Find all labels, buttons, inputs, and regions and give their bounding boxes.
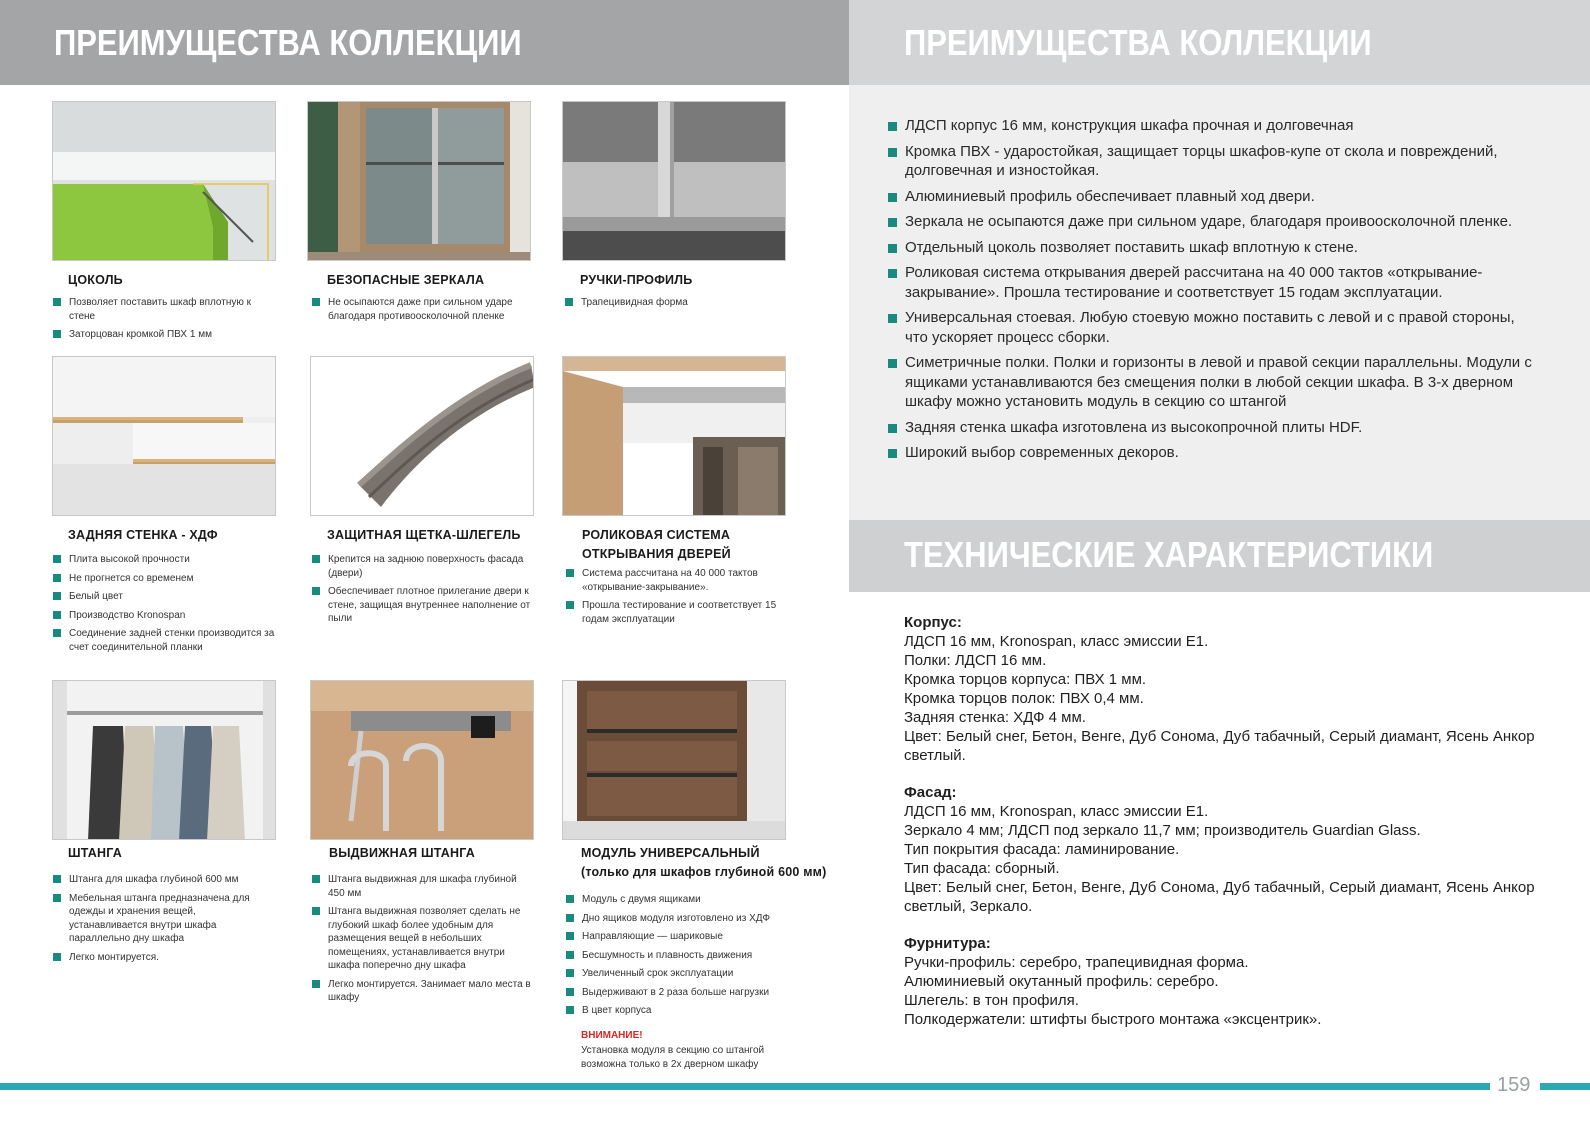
list-item: Штанга выдвижная для шкафа глубиной 450 мм: [312, 873, 532, 900]
handle-profile-photo: [562, 101, 786, 261]
roller-system-title-line-2: ОТКРЫВАНИЯ ДВЕРЕЙ: [582, 547, 731, 561]
list-item: Система рассчитана на 40 000 тактов «открывание-закрывание».: [566, 567, 791, 594]
advantage-item: Широкий выбор современных декоров.: [888, 443, 1538, 463]
rod-title: ШТАНГА: [68, 846, 122, 860]
advantage-item: Задняя стенка шкафа изготовлена из высокопрочной плиты HDF.: [888, 418, 1538, 438]
tech-body-group: [904, 613, 1544, 765]
list-item: Прошла тестирование и соответствует 15 годам эксплуатации: [566, 599, 791, 626]
tech-section-title: ТЕХНИЧЕСКИЕ ХАРАКТЕРИСТИКИ: [904, 534, 1434, 575]
safe-mirrors-features: [312, 296, 527, 328]
brush-seal-title: ЗАЩИТНАЯ ЩЕТКА-ШЛЕГЕЛЬ: [327, 528, 521, 542]
list-item: Дно ящиков модуля изготовлено из ХДФ: [566, 912, 806, 926]
list-item: Соединение задней стенки производится за счет соединительной планки: [53, 627, 278, 654]
roller-system-title: [582, 526, 731, 564]
pullout-rod-title: ВЫДВИЖНАЯ ШТАНГА: [329, 846, 475, 860]
tech-facade-group: [904, 783, 1544, 916]
tech-line: Задняя стенка: ХДФ 4 мм.: [904, 709, 1086, 726]
tech-line: ЛДСП 16 мм, Kronospan, класс эмиссии Е1.: [904, 803, 1209, 820]
back-panel-photo: [52, 356, 276, 516]
list-item: Производство Kronospan: [53, 609, 278, 623]
list-item: Мебельная штанга предназначена для одежды и хранения вещей, устанавливается внутри шкафа параллельно дну шкафа: [53, 892, 253, 946]
list-item: Легко монтируется.: [53, 951, 253, 965]
tech-line: Цвет: Белый снег, Бетон, Венге, Дуб Сонома, Дуб табачный, Серый диамант, Ясень Анкор светлый, Зеркало.: [904, 879, 1535, 915]
page-number: 159: [1497, 1074, 1531, 1096]
list-item: Белый цвет: [53, 590, 278, 604]
pullout-rod-features: [312, 873, 532, 1010]
right-section-title: ПРЕИМУЩЕСТВА КОЛЛЕКЦИИ: [904, 22, 1372, 63]
list-item: Штанга для шкафа глубиной 600 мм: [53, 873, 253, 887]
tech-line: Тип покрытия фасада: ламинирование.: [904, 841, 1180, 858]
tech-line: Цвет: Белый снег, Бетон, Венге, Дуб Сонома, Дуб табачный, Серый диамант, Ясень Анкор светлый.: [904, 728, 1535, 764]
tech-line: Кромка торцов корпуса: ПВХ 1 мм.: [904, 671, 1147, 688]
tech-line: Шлегель: в тон профиля.: [904, 992, 1079, 1009]
list-item: Выдерживают в 2 раза больше нагрузки: [566, 986, 806, 1000]
list-item: Трапецивидная форма: [565, 296, 775, 310]
list-item: Бесшумность и плавность движения: [566, 949, 806, 963]
list-item: Направляющие — шариковые: [566, 930, 806, 944]
advantage-item: Отдельный цоколь позволяет поставить шкаф вплотную к стене.: [888, 238, 1538, 258]
safe-mirrors-title: БЕЗОПАСНЫЕ ЗЕРКАЛА: [327, 273, 485, 287]
handle-profile-title: РУЧКИ-ПРОФИЛЬ: [580, 273, 693, 287]
brush-seal-features: [312, 553, 537, 631]
list-item: Заторцован кромкой ПВХ 1 мм: [53, 328, 263, 342]
list-item: Штанга выдвижная позволяет сделать не глубокий шкаф более удобным для размещения вещей в небольших помещениях, устанавливается внутри шкафа поперечно дну шкафа: [312, 905, 532, 973]
advantage-item: Зеркала не осыпаются даже при сильном ударе, благодаря проивоосколочной пленке.: [888, 212, 1538, 232]
advantage-item: Алюминиевый профиль обеспечивает плавный ход двери.: [888, 187, 1538, 207]
list-item: Позволяет поставить шкаф вплотную к стене: [53, 296, 263, 323]
tech-line: Зеркало 4 мм; ЛДСП под зеркало 11,7 мм; производитель Guardian Glass.: [904, 822, 1421, 839]
list-item: Увеличенный срок эксплуатации: [566, 967, 806, 981]
advantage-item: Симетричные полки. Полки и горизонты в левой и правой секции параллельны. Модули с ящиками устанавливаются без смещения полки в любой секции шкафа. В 3-х дверном шкафу можно установить модуль в секцию со штангой: [888, 353, 1538, 412]
safe-mirrors-photo: [307, 101, 531, 261]
advantage-item: ЛДСП корпус 16 мм, конструкция шкафа прочная и долговечная: [888, 116, 1538, 136]
handle-profile-features: [565, 296, 775, 315]
warning-text: Установка модуля в секцию со штангой возможна только в 2х дверном шкафу: [581, 1045, 765, 1070]
pullout-rod-photo: [310, 680, 534, 840]
rod-photo: [52, 680, 276, 840]
brush-seal-photo: [310, 356, 534, 516]
roller-system-features: [566, 567, 791, 631]
roller-system-title-line-1: РОЛИКОВАЯ СИСТЕМА: [582, 528, 731, 542]
footer-line: [0, 1083, 1590, 1090]
advantage-item: Кромка ПВХ - ударостойкая, защищает торцы шкафов-купе от скола и повреждений, долговечная и изностойкая.: [888, 142, 1538, 181]
tech-line: Тип фасада: сборный.: [904, 860, 1060, 877]
rod-features: [53, 873, 253, 969]
tech-hardware-label: Фурнитура:: [904, 935, 991, 952]
tech-line: Кромка торцов полок: ПВХ 0,4 мм.: [904, 690, 1144, 707]
tech-hardware-group: [904, 934, 1544, 1029]
universal-module-photo: [562, 680, 786, 840]
tech-line: Алюминиевый окутанный профиль: серебро.: [904, 973, 1219, 990]
list-item: Не прогнется со временем: [53, 572, 278, 586]
list-item: Не осыпаются даже при сильном ударе благодаря противоосколочной пленке: [312, 296, 527, 323]
plinth-photo: [52, 101, 276, 261]
tech-line: Ручки-профиль: серебро, трапецивидная форма.: [904, 954, 1249, 971]
roller-system-photo: [562, 356, 786, 516]
plinth-title: ЦОКОЛЬ: [68, 273, 123, 287]
universal-module-title-line-2: (только для шкафов глубиной 600 мм): [581, 865, 827, 879]
plinth-features: [53, 296, 263, 347]
universal-module-title-line-1: МОДУЛЬ УНИВЕРСАЛЬНЫЙ: [581, 846, 760, 860]
universal-module-features: [566, 893, 806, 1023]
back-panel-title: ЗАДНЯЯ СТЕНКА - ХДФ: [68, 528, 218, 542]
warning-title: ВНИМАНИЕ!: [581, 1030, 643, 1041]
tech-line: Полкодержатели: штифты быстрого монтажа «эксцентрик».: [904, 1011, 1322, 1028]
advantage-item: Универсальная стоевая. Любую стоевую можно поставить с левой и с правой стороны, что ускоряет процесс сборки.: [888, 308, 1538, 347]
left-section-title: ПРЕИМУЩЕСТВА КОЛЛЕКЦИИ: [54, 22, 522, 63]
list-item: Легко монтируется. Занимает мало места в шкафу: [312, 978, 532, 1005]
universal-module-title: [581, 844, 826, 882]
advantage-item: Роликовая система открывания дверей рассчитана на 40 000 тактов «открывание-закрывание». Прошла тестирование и соответствует 15 годам эксплуатации.: [888, 263, 1538, 302]
tech-line: Полки: ЛДСП 16 мм.: [904, 652, 1047, 669]
list-item: Модуль с двумя ящиками: [566, 893, 806, 907]
tech-body-label: Корпус:: [904, 614, 962, 631]
list-item: В цвет корпуса: [566, 1004, 806, 1018]
advantages-list: [888, 116, 1538, 469]
tech-facade-label: Фасад:: [904, 784, 957, 801]
list-item: Обеспечивает плотное прилегание двери к стене, защищая внутреннее наполнение от пыли: [312, 585, 537, 626]
back-panel-features: [53, 553, 278, 659]
list-item: Плита высокой прочности: [53, 553, 278, 567]
tech-line: ЛДСП 16 мм, Kronospan, класс эмиссии Е1.: [904, 633, 1209, 650]
list-item: Крепится на заднюю поверхность фасада (двери): [312, 553, 537, 580]
